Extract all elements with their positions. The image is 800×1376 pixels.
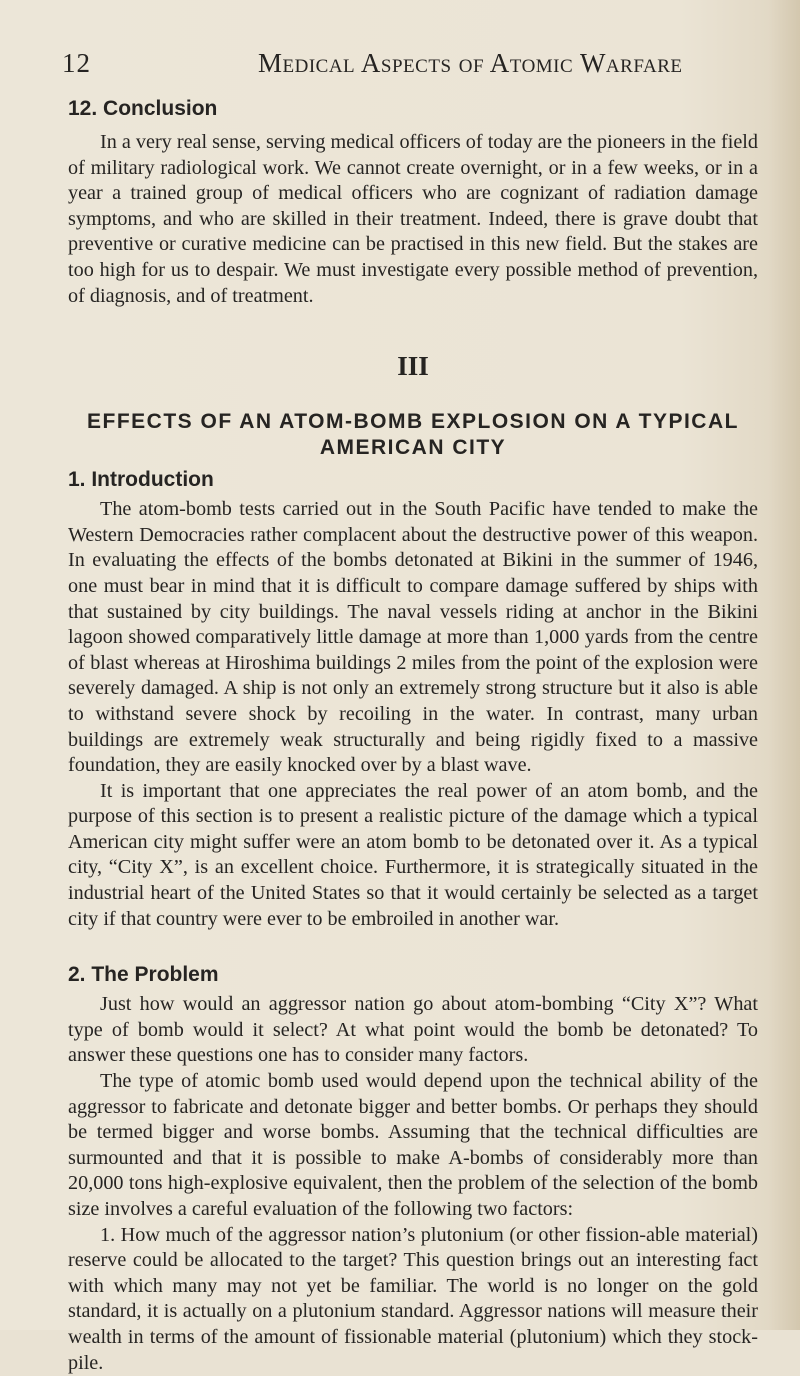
part-title-line1: EFFECTS OF AN ATOM-BOMB EXPLOSION ON A TYPICAL bbox=[87, 410, 739, 434]
problem-paragraph-1: Just how would an aggressor nation go about atom-bombing “City X”? What type of bomb would it select? At what point would the bomb be detonated? To answer these questions one has to consider many factors. bbox=[68, 993, 758, 1067]
introduction-paragraph-1: The atom-bomb tests carried out in the South Pacific have tended to make the Western Democracies rather complacent about the destructive power of this weapon. In evaluating the effects of the bombs detonated at Bikini in the summer of 1946, one must bear in mind that it is difficult to compare damage suffered by ships with that sustained by city buildings. The naval vessels riding at anchor in the Bikini lagoon showed comparatively little damage at more than 1,000 yards from the centre of blast whereas at Hiroshima buildings 2 miles from the point of the explosion were severely damaged. A ship is not only an extremely strong structure but it also is able to withstand severe shock by recoiling in the water. In contrast, many urban buildings are extremely weak structurally and being rigidly fixed to a massive foundation, they are easily knocked over by a blast wave. bbox=[68, 498, 758, 777]
problem-paragraph-2: The type of atomic bomb used would depend upon the technical ability of the aggressor to fabricate and detonate bigger and better bombs. Or perhaps they should be termed bigger and worse bombs. Assuming that the technical difficulties are surmounted and that it is possible to make A-bombs of considerably more than 20,000 tons high-explosive equivalent, then the problem of the selection of the bomb size involves a careful evaluation of the following two factors: bbox=[68, 1070, 758, 1220]
part-title-line2: AMERICAN CITY bbox=[319, 436, 507, 460]
running-title: Medical Aspects of Atomic Warfare bbox=[258, 48, 683, 78]
part-number: III bbox=[397, 351, 429, 382]
page-content bbox=[68, 96, 758, 1376]
running-head bbox=[0, 48, 800, 84]
section-heading-conclusion: 12. Conclusion bbox=[68, 97, 218, 120]
page-number: 12 bbox=[62, 48, 91, 78]
introduction-paragraph-2: It is important that one appreciates the real power of an atom bomb, and the purpose of this section is to present a realistic picture of the damage which a typical American city might suffer were an atom bomb to be detonated over it. As a typical city, “City X”, is an excellent choice. Furthermore, it is strategically situated in the industrial heart of the United States so that it would certainly be selected as a target city if that country were ever to be embroiled in another war. bbox=[68, 779, 758, 930]
conclusion-paragraph: In a very real sense, serving medical officers of today are the pioneers in the field of military radiological work. We cannot create overnight, or in a few weeks, or in a year a trained group of medical officers who are cognizant of radiation damage symptoms, and who are skilled in their treatment. Indeed, there is grave doubt that preventive or curative medicine can be practised in this new field. But the stakes are too high for us to despair. We must investigate every possible method of prevention, of diagnosis, and of treatment. bbox=[68, 131, 758, 307]
section-heading-introduction: 1. Introduction bbox=[68, 468, 214, 492]
section-heading-problem: 2. The Problem bbox=[68, 963, 219, 987]
problem-paragraph-3: 1. How much of the aggressor nation’s plutonium (or other fission-able material) reserve could be allocated to the target? This question brings out an interesting fact with which many may not yet be familiar. The world is no longer on the gold standard, it is actually on a plutonium standard. Aggressor nations will measure their wealth in terms of the amount of fissionable material (plutonium) which they stock-pile. bbox=[68, 1223, 758, 1374]
